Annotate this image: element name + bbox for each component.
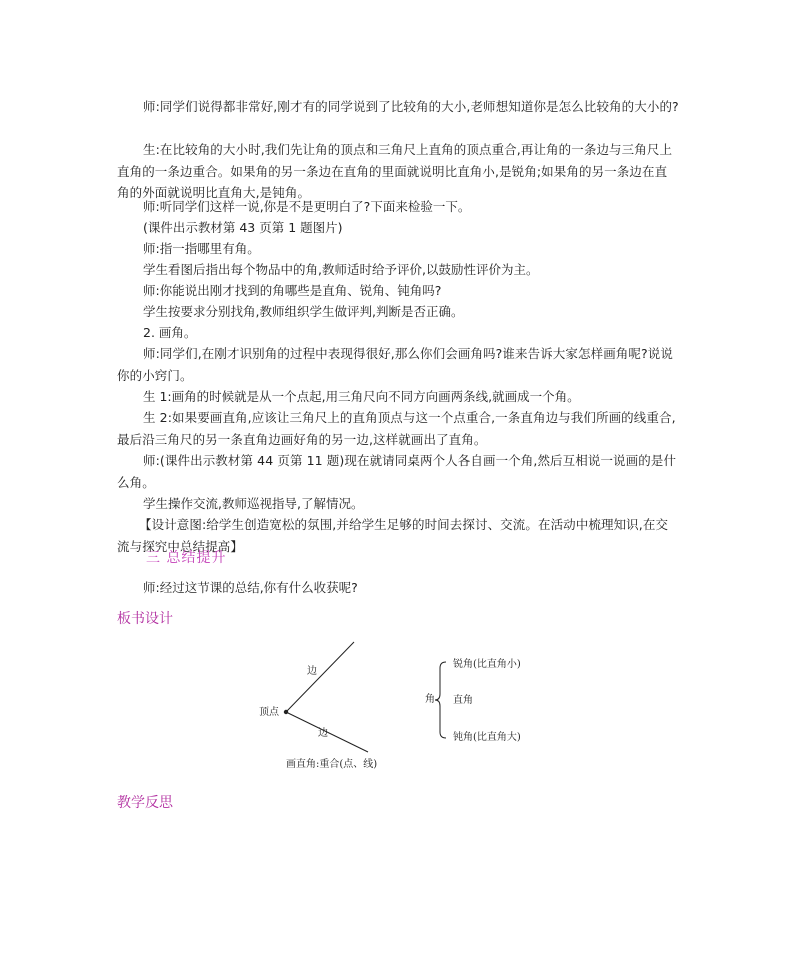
acute-angle-label: 锐角(比直角小): [453, 659, 521, 670]
right-angle-label: 直角: [453, 695, 473, 706]
paragraph-student-compare-method: 生:在比较角的大小时,我们先让角的顶点和三角尺上直角的顶点重合,再让角的一条边与三角尺上直角的一条边重合。如果角的另一条边在直角的里面就说明比直角小,是锐角;如果角的另一条边在直角的外面就说明比直角大,是钝角。: [117, 142, 673, 200]
paragraph-point-angles: 师:指一指哪里有角。: [143, 241, 260, 256]
vertex-label: 顶点: [259, 707, 279, 718]
edge-label-bottom: 边: [318, 728, 328, 739]
paragraph-students-exchange: 学生操作交流,教师巡视指导,了解情况。: [143, 496, 364, 511]
paragraph-teacher-courseware-2: 师:(课件出示教材第 44 页第 11 题)现在就请同桌两个人各自画一个角,然后互相说一说画的是什么角。: [117, 453, 677, 490]
paragraph-design-intent: 【设计意图:给学生创造宽松的氛围,并给学生足够的时间去探讨、交流。在活动中梳理知识,在交流与探究中总结提高】: [117, 517, 669, 554]
angle-ray-top: [286, 642, 354, 712]
paragraph-teacher-check: 师:听同学们这样一说,你是不是更明白了?下面来检验一下。: [143, 199, 471, 214]
paragraph-which-angles: 师:你能说出刚才找到的角哪些是直角、锐角、钝角吗?: [143, 283, 442, 298]
obtuse-angle-label: 钝角(比直角大): [453, 732, 521, 743]
angle-label: 角: [425, 694, 435, 705]
classification-brace: [435, 662, 446, 738]
paragraph-teacher-draw-question: 师:同学们,在刚才识别角的过程中表现得很好,那么你们会画角吗?谁来告诉大家怎样画角呢?说说你的小窍门。: [117, 346, 673, 383]
section-heading-summary: 三 总结提升: [146, 550, 227, 566]
board-design-heading: 板书设计: [117, 611, 173, 627]
draw-right-angle-label: 画直角:重合(点、线): [286, 759, 378, 770]
paragraph-students-find: 学生看图后指出每个物品中的角,教师适时给予评价,以鼓励性评价为主。: [143, 262, 539, 277]
edge-label-top: 边: [307, 666, 317, 677]
paragraph-student-2: 生 2:如果要画直角,应该让三角尺上的直角顶点与这一个点重合,一条直角边与我们所画的线重合,最后沿三角尺的另一条直角边画好角的另一边,这样就画出了直角。: [117, 410, 676, 447]
paragraph-draw-angle-title: 2. 画角。: [143, 325, 197, 340]
paragraph-courseware-1: (课件出示教材第 43 页第 1 题图片): [143, 220, 343, 235]
paragraph-summary-question: 师:经过这节课的总结,你有什么收获呢?: [143, 580, 358, 595]
paragraph-student-1: 生 1:画角的时候就是从一个点起,用三角尺向不同方向画两条线,就画成一个角。: [143, 389, 580, 404]
board-diagram: [250, 632, 550, 777]
vertex-point: [284, 710, 288, 714]
paragraph-students-classify: 学生按要求分别找角,教师组织学生做评判,判断是否正确。: [143, 304, 464, 319]
paragraph-teacher-compare-question: 师:同学们说得都非常好,刚才有的同学说到了比较角的大小,老师想知道你是怎么比较角的大小的?: [143, 99, 679, 114]
teaching-reflection-heading: 教学反思: [117, 795, 173, 811]
